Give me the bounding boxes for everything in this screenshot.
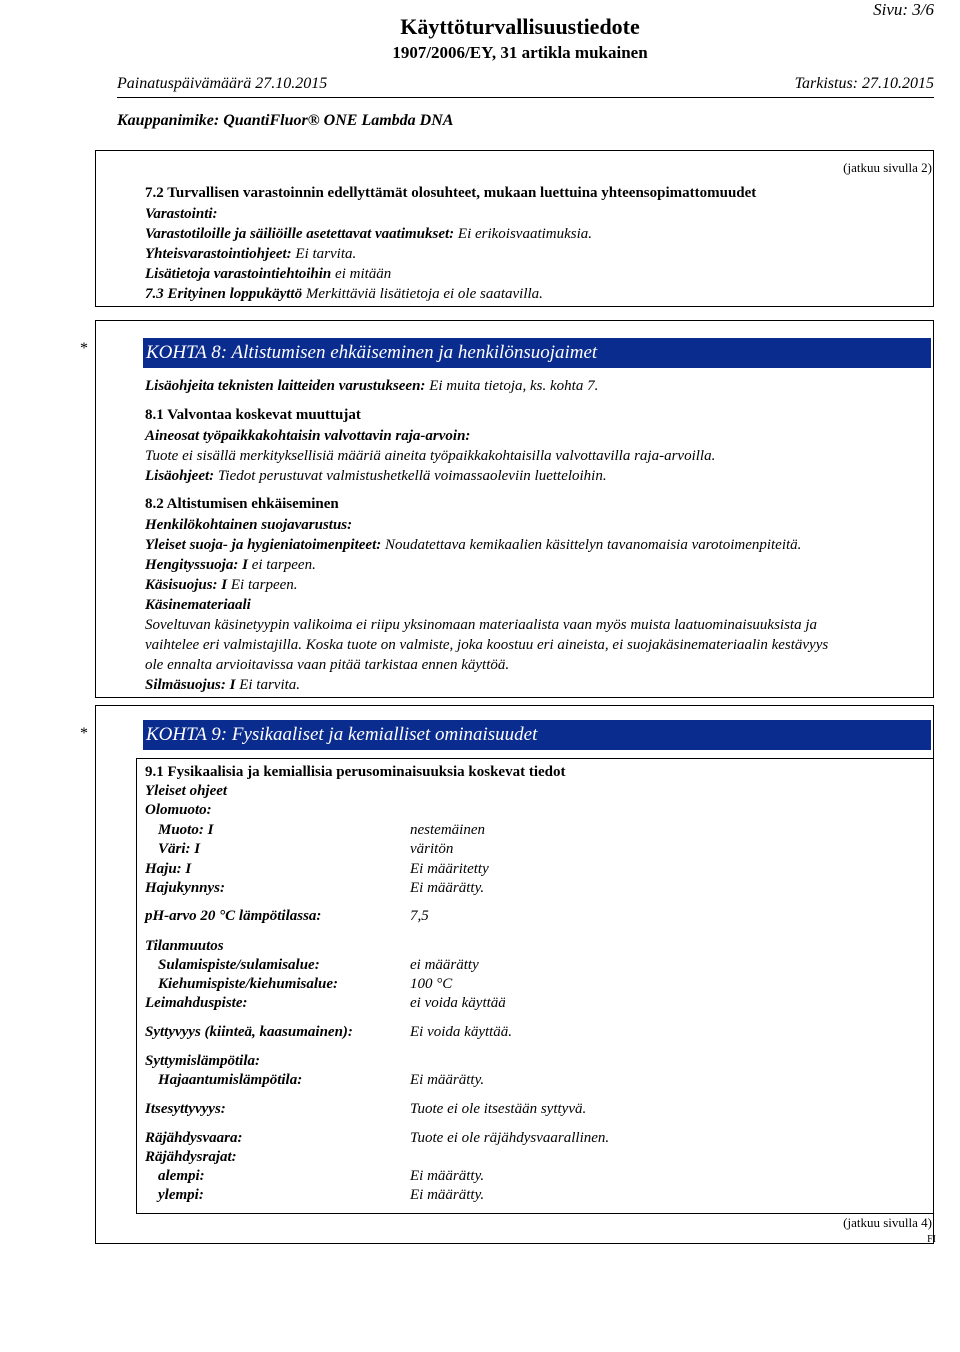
- upper-limit-label: ylempi:: [158, 1187, 204, 1203]
- flash-point-value: ei voida käyttää: [410, 995, 506, 1011]
- upper-limit-value: Ei määrätty.: [410, 1187, 485, 1203]
- ph-value: 7,5: [410, 908, 429, 924]
- boiling-label: Kiehumispiste/kiehumisalue:: [158, 976, 339, 992]
- continued-to: (jatkuu sivulla 4): [843, 1215, 932, 1230]
- product-name: Kauppanimike: QuantiFluor® ONE Lambda DNA: [117, 112, 454, 129]
- decomposition-value: Ei määrätty.: [410, 1072, 485, 1088]
- lower-limit-value: Ei määrätty.: [410, 1168, 485, 1184]
- respiratory-protection: Hengityssuoja: I ei tarpeen.: [145, 557, 316, 573]
- document-title: Käyttöturvallisuustiedote: [400, 14, 640, 39]
- end-use: 7.3 Erityinen loppukäyttö Merkittäviä lisätietoja ei ole saatavilla.: [145, 286, 543, 302]
- document-subtitle: 1907/2006/EY, 31 artikla mukainen: [392, 43, 648, 62]
- color-value: väritön: [410, 841, 454, 857]
- section-9-title: KOHTA 9: Fysikaaliset ja kemialliset ominaisuudet: [143, 720, 931, 750]
- storage-label: Varastointi:: [145, 206, 218, 222]
- header-divider: [117, 97, 934, 98]
- state-change-label: Tilanmuutos: [145, 938, 224, 954]
- glove-text-line3: ole ennalta arvioitavissa vaan pitää tarkistaa ennen käyttöä.: [145, 657, 510, 673]
- general-measures: Yleiset suoja- ja hygieniatoimenpiteet: Noudatettava kemikaalien käsittelyn tavanomaisia varotoimenpiteitä.: [145, 537, 802, 553]
- flash-point-label: Leimahduspiste:: [145, 995, 248, 1011]
- glove-material-label: Käsinemateriaali: [145, 597, 251, 613]
- explosion-hazard-label: Räjähdysvaara:: [145, 1130, 243, 1146]
- melting-value: ei määrätty: [410, 957, 479, 973]
- explosion-limits-label: Räjähdysrajat:: [145, 1149, 237, 1165]
- storage-info: Lisätietoja varastointiehtoihin ei mitään: [145, 266, 392, 282]
- lower-limit-label: alempi:: [158, 1168, 205, 1184]
- s82-heading: 8.2 Altistumisen ehkäiseminen: [145, 496, 339, 512]
- glove-text-line2: vaihtelee eri valmistajilla. Koska tuote on valmiste, joka koostuu eri aineista, ei suojakäsinemateriaalin kestävyys: [145, 637, 829, 653]
- odor-threshold-value: Ei määrätty.: [410, 880, 485, 896]
- s81-heading: 8.1 Valvontaa koskevat muuttujat: [145, 407, 361, 423]
- limit-values-label: Aineosat työpaikkakohtaisin valvottavin raja-arvoin:: [145, 428, 471, 444]
- s7-heading: 7.2 Turvallisen varastoinnin edellyttämät olosuhteet, mukaan luettuina yhteensopimattomuudet: [145, 185, 757, 201]
- print-date: Painatuspäivämäärä 27.10.2015: [117, 75, 328, 92]
- changed-marker-9: *: [80, 725, 88, 742]
- self-ignition-label: Itsesyttyvyys:: [145, 1101, 226, 1117]
- section-8-title: KOHTA 8: Altistumisen ehkäiseminen ja henkilönsuojaimet: [143, 338, 931, 368]
- ph-label: pH-arvo 20 °C lämpötilassa:: [145, 908, 322, 924]
- revision-date: Tarkistus: 27.10.2015: [794, 75, 934, 92]
- form-value: nestemäinen: [410, 822, 485, 838]
- form-label: Muoto: I: [158, 822, 214, 838]
- odor-value: Ei määritetty: [410, 861, 489, 877]
- page-number: Sivu: 3/6: [873, 0, 934, 19]
- storage-req: Varastotiloille ja säiliöille asetettavat vaatimukset: Ei erikoisvaatimuksia.: [145, 226, 593, 242]
- odor-label: Haju: I: [145, 861, 192, 877]
- ppe-label: Henkilökohtainen suojavarustus:: [145, 517, 353, 533]
- limit-values-text: Tuote ei sisällä merkityksellisiä määriä aineita työpaikkakohtaisilla valvottavilla raja-arvoilla.: [145, 448, 716, 464]
- joint-storage: Yhteisvarastointiohjeet: Ei tarvita.: [145, 246, 357, 262]
- odor-threshold-label: Hajukynnys:: [145, 880, 226, 896]
- general-info: Yleiset ohjeet: [145, 783, 228, 799]
- s91-heading: 9.1 Fysikaalisia ja kemiallisia perusominaisuuksia koskevat tiedot: [145, 764, 566, 780]
- boiling-value: 100 °C: [410, 976, 453, 992]
- changed-marker: *: [80, 340, 88, 357]
- hand-protection: Käsisuojus: I Ei tarpeen.: [145, 577, 298, 593]
- self-ignition-value: Tuote ei ole itsestään syttyvä.: [410, 1101, 587, 1117]
- explosion-hazard-value: Tuote ei ole räjähdysvaarallinen.: [410, 1130, 610, 1146]
- appearance-label: Olomuoto:: [145, 802, 212, 818]
- ignition-label: Syttymislämpötila:: [145, 1053, 260, 1069]
- decomposition-label: Hajaantumislämpötila:: [158, 1072, 303, 1088]
- flammability-value: Ei voida käyttää.: [410, 1024, 513, 1040]
- continued-from: (jatkuu sivulla 2): [843, 160, 932, 175]
- color-label: Väri: I: [158, 841, 201, 857]
- extra-equipment: Lisäohjeita teknisten laitteiden varustukseen: Ei muita tietoja, ks. kohta 7.: [145, 378, 599, 394]
- language-code: FI: [927, 1234, 936, 1245]
- eye-protection: Silmäsuojus: I Ei tarvita.: [145, 677, 301, 693]
- flammability-label: Syttyvyys (kiinteä, kaasumainen):: [145, 1024, 353, 1040]
- glove-text-line1: Soveltuvan käsinetyypin valikoima ei riipu yksinomaan materiaalista vaan myös muista laatuominaisuuksista ja: [145, 617, 817, 633]
- additional-info: Lisäohjeet: Tiedot perustuvat valmistushetkellä voimassaoleviin luetteloihin.: [145, 468, 607, 484]
- melting-label: Sulamispiste/sulamisalue:: [158, 957, 320, 973]
